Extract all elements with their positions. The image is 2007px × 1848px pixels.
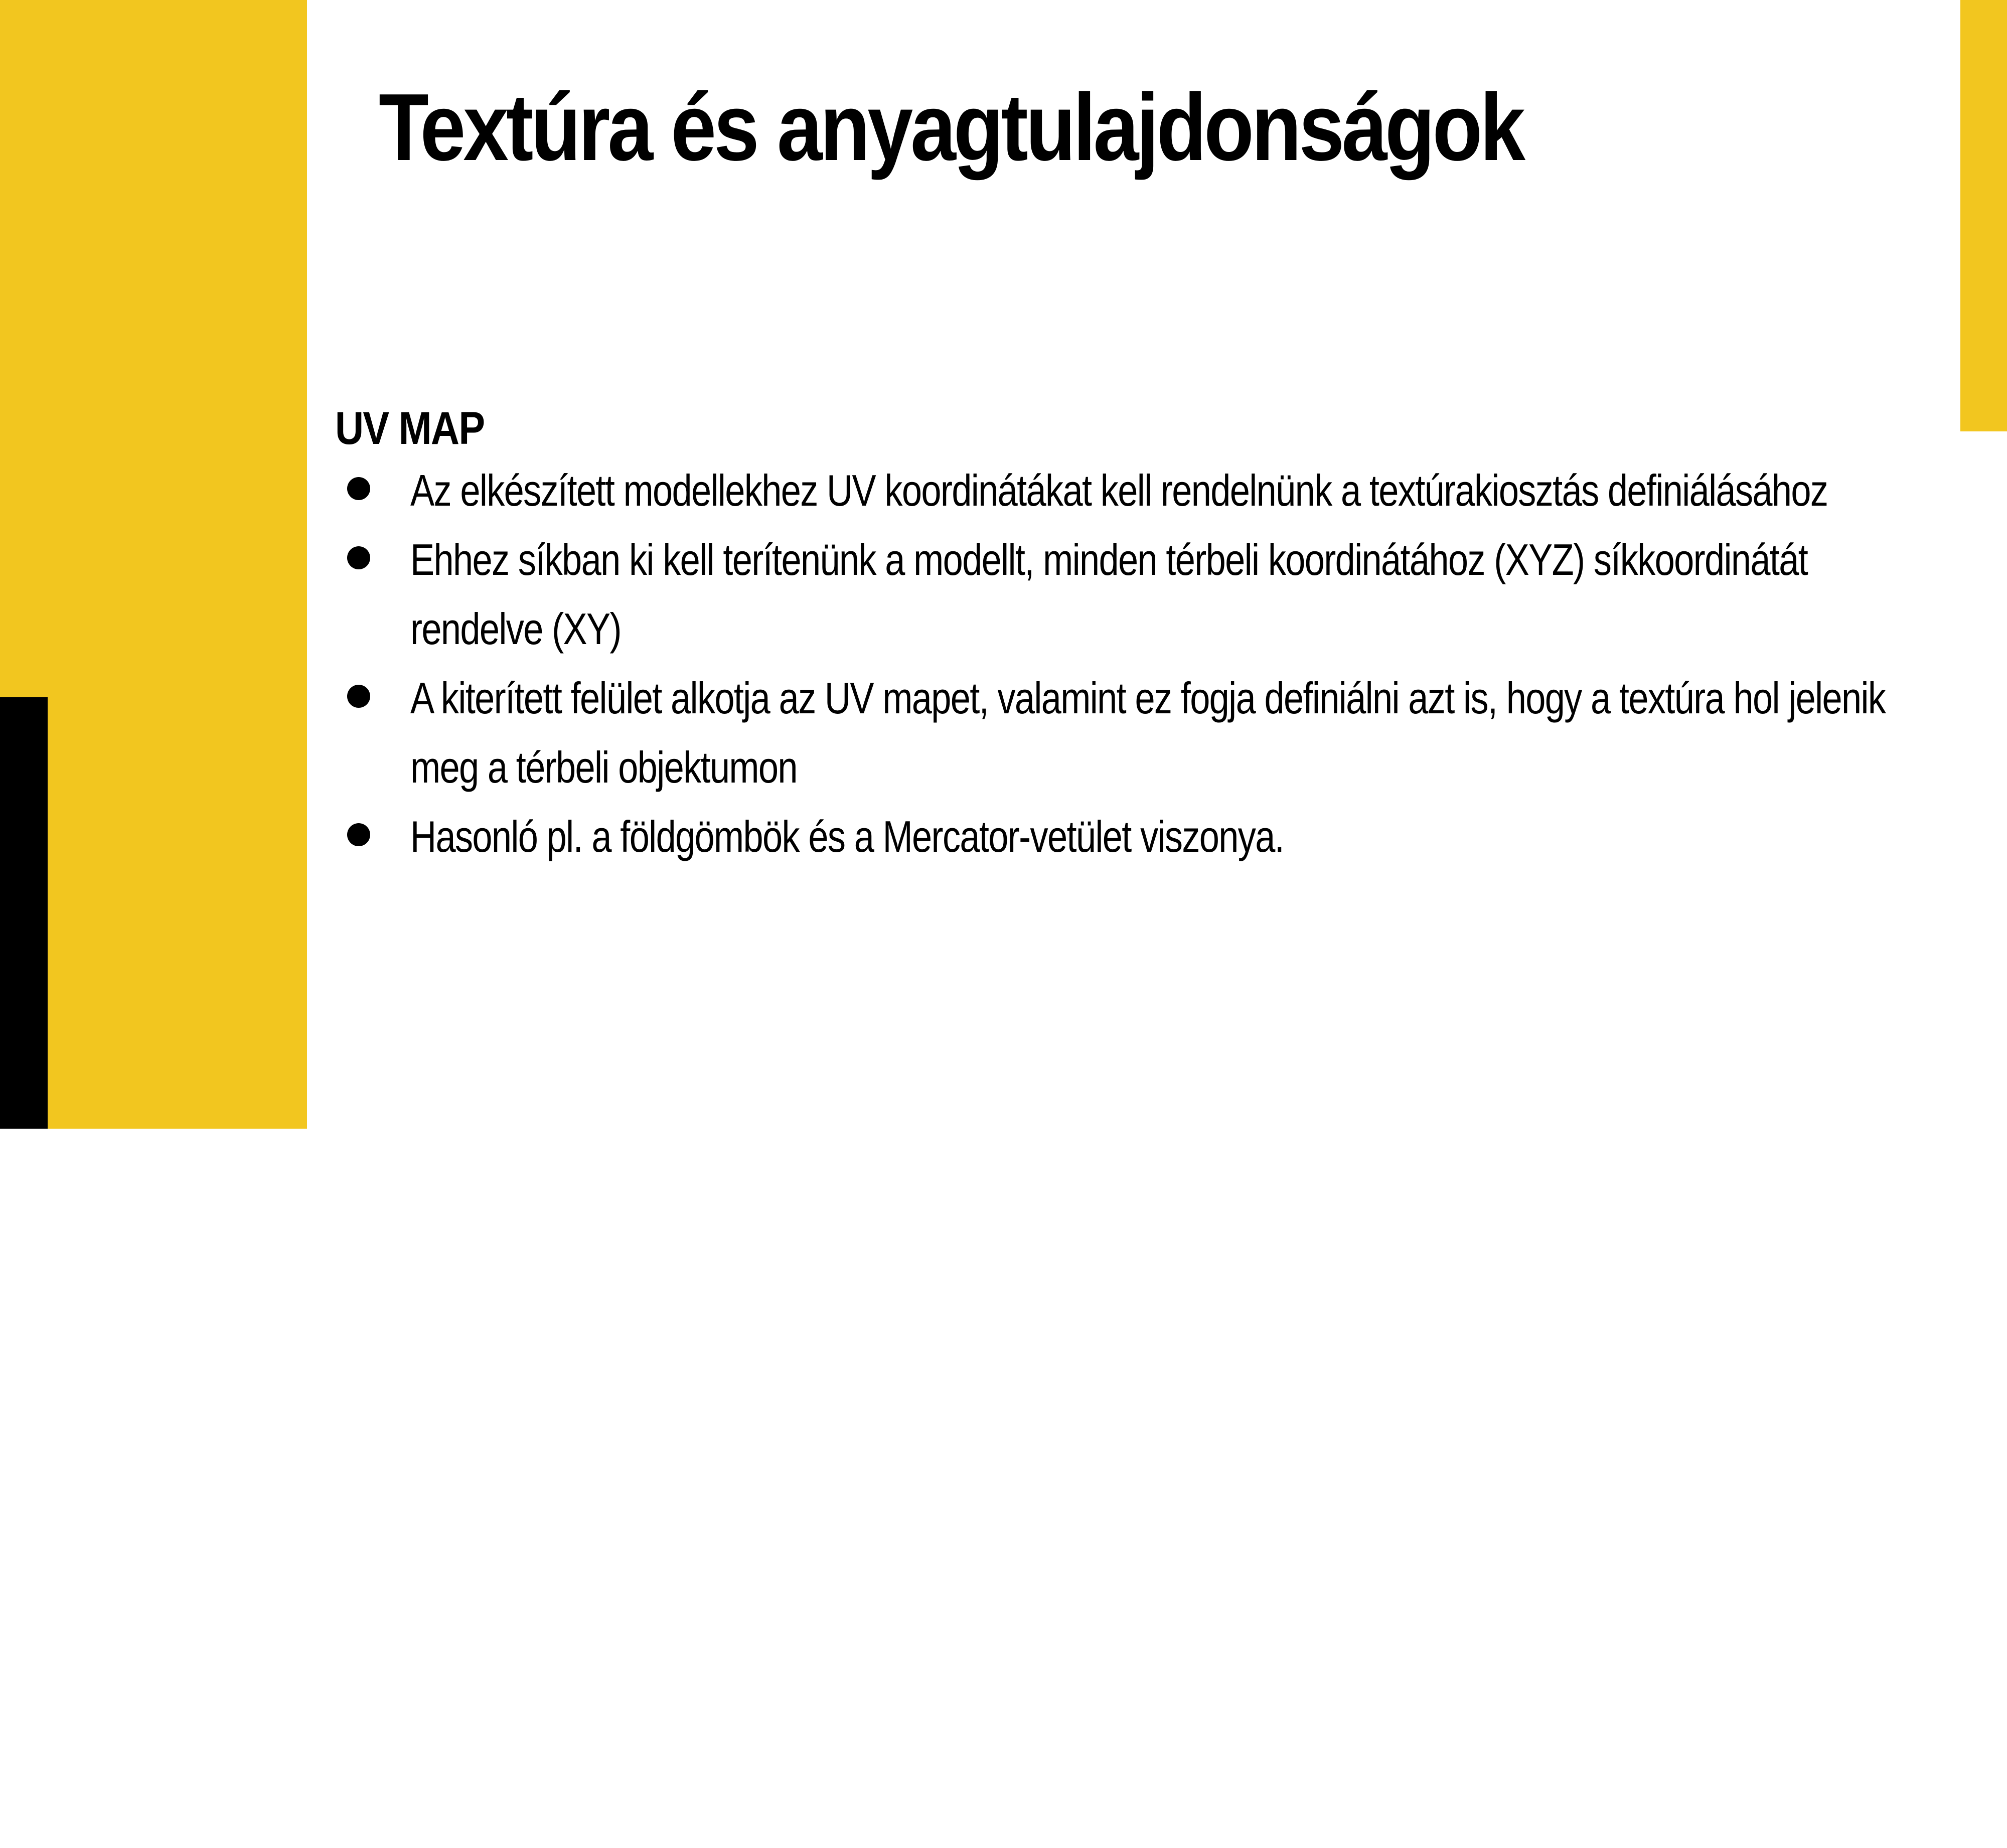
list-item xyxy=(335,456,1890,525)
bullet-list xyxy=(335,456,1890,871)
bullet-text: Az elkészített modellekhez UV koordinátákat kell rendelnünk a textúrakiosztás definiálásához xyxy=(410,465,1828,515)
brand-watermark: SLIDESMANIA.COM xyxy=(13,1653,35,1848)
bullet-text: Hasonló pl. a földgömbök és a Mercator-vetület viszonya. xyxy=(410,811,1284,861)
bullet-text: A kiterített felület alkotja az UV mapet, valamint ez fogja definiálni azt is, hogy a textúra hol jelenik meg a térbeli objektumon xyxy=(410,673,1886,792)
bullet-text: Ehhez síkban ki kell terítenünk a modellt, minden térbeli koordinátához (XYZ) síkkoordinátát rendelve (XY) xyxy=(410,534,1808,654)
bullet-icon xyxy=(347,823,370,846)
slide-title: Textúra és anyagtulajdonságok xyxy=(379,74,1523,181)
bullet-icon xyxy=(347,546,370,569)
bullet-icon xyxy=(347,685,370,708)
right-accent-bar xyxy=(1960,0,2007,431)
section-heading: UV MAP xyxy=(335,403,485,454)
list-item xyxy=(335,802,1890,871)
list-item xyxy=(335,664,1890,802)
slide-body xyxy=(335,401,1890,871)
list-item xyxy=(335,525,1890,664)
bullet-icon xyxy=(347,477,370,500)
brand-strip xyxy=(0,697,48,1848)
